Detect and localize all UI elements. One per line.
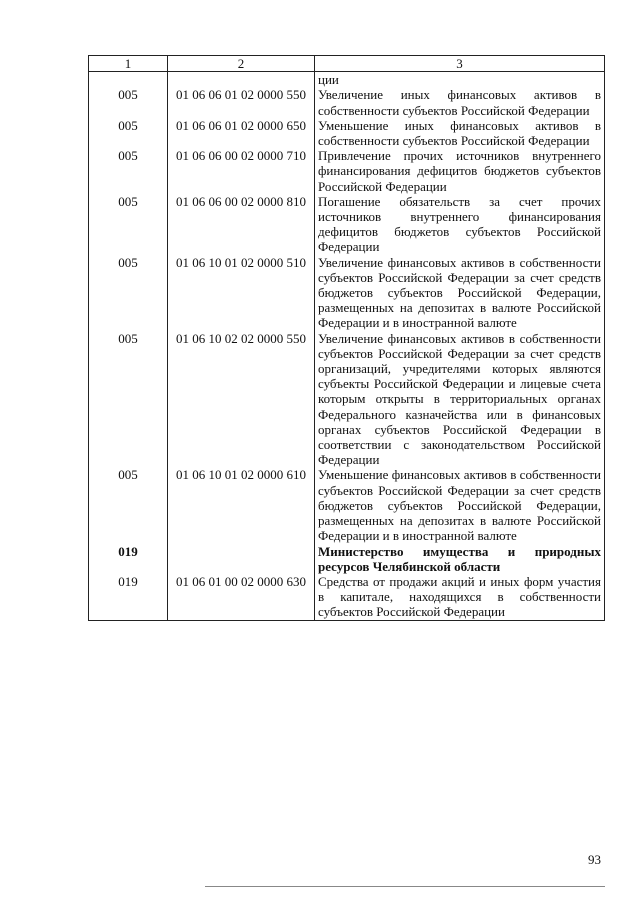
budget-code-cell: 01 06 06 00 02 0000 810 — [168, 194, 315, 255]
admin-code-cell: 005 — [89, 331, 168, 468]
budget-code-cell: 01 06 10 01 02 0000 510 — [168, 255, 315, 331]
description-cell: Привлечение прочих источников внутреннего финансирования дефицитов бюджетов субъектов Российской Федерации — [315, 148, 605, 194]
table-row — [89, 87, 605, 117]
table-row — [89, 148, 605, 194]
admin-code-cell: 019 — [89, 544, 168, 574]
table-row — [89, 255, 605, 331]
admin-code-cell: 005 — [89, 467, 168, 543]
budget-code-cell: 01 06 10 01 02 0000 610 — [168, 467, 315, 543]
table-row — [89, 544, 605, 574]
admin-code-cell: 005 — [89, 255, 168, 331]
admin-code-cell: 005 — [89, 118, 168, 148]
table-row — [89, 467, 605, 543]
description-cell: Увеличение финансовых активов в собственности субъектов Российской Федерации за счет средств бюджетов субъектов Российской Федерации, размещенных на депозитах в валюте Российской Федерации и в иностранной валюте — [315, 255, 605, 331]
admin-code-cell: 019 — [89, 574, 168, 620]
table-row — [89, 194, 605, 255]
table-body — [89, 72, 605, 620]
column-header-2: 2 — [168, 56, 315, 72]
budget-code-cell: 01 06 06 01 02 0000 550 — [168, 87, 315, 117]
column-header-1: 1 — [89, 56, 168, 72]
description-cell: Средства от продажи акций и иных форм участия в капитале, находящихся в собственности субъектов Российской Федерации — [315, 574, 605, 620]
budget-code-cell — [168, 72, 315, 88]
admin-code-cell: 005 — [89, 148, 168, 194]
budget-code-cell: 01 06 06 00 02 0000 710 — [168, 148, 315, 194]
description-cell: ции — [315, 72, 605, 88]
budget-sources-table — [88, 55, 605, 621]
admin-code-cell: 005 — [89, 194, 168, 255]
header-row — [89, 56, 605, 72]
table-header — [89, 56, 605, 72]
description-cell: Увеличение финансовых активов в собственности субъектов Российской Федерации за счет средств организаций, учредителями которых являются субъекты Российской Федерации и лицевые счета которым открыты в территориальных органах Федерального казначейства или в финансовых органах субъектов Российской Федерации в соответствии с законодательством Российской Федерации — [315, 331, 605, 468]
table-row — [89, 331, 605, 468]
column-header-3: 3 — [315, 56, 605, 72]
table-row — [89, 118, 605, 148]
table-row — [89, 574, 605, 620]
footer-rule — [205, 886, 605, 887]
budget-code-cell — [168, 544, 315, 574]
page-number: 93 — [588, 852, 601, 867]
budget-code-cell: 01 06 10 02 02 0000 550 — [168, 331, 315, 468]
budget-code-cell: 01 06 06 01 02 0000 650 — [168, 118, 315, 148]
table-row — [89, 72, 605, 88]
description-cell: Уменьшение финансовых активов в собственности субъектов Российской Федерации за счет средств бюджетов субъектов Российской Федерации, размещенных на депозитах в валюте Российской Федерации и в иностранной валюте — [315, 467, 605, 543]
description-cell: Погашение обязательств за счет прочих источников внутреннего финансирования дефицитов бюджетов субъектов Российской Федерации — [315, 194, 605, 255]
admin-code-cell — [89, 72, 168, 88]
description-cell: Уменьшение иных финансовых активов в собственности субъектов Российской Федерации — [315, 118, 605, 148]
description-cell: Увеличение иных финансовых активов в собственности субъектов Российской Федерации — [315, 87, 605, 117]
budget-code-cell: 01 06 01 00 02 0000 630 — [168, 574, 315, 620]
admin-code-cell: 005 — [89, 87, 168, 117]
description-cell: Министерство имущества и природных ресурсов Челябинской области — [315, 544, 605, 574]
